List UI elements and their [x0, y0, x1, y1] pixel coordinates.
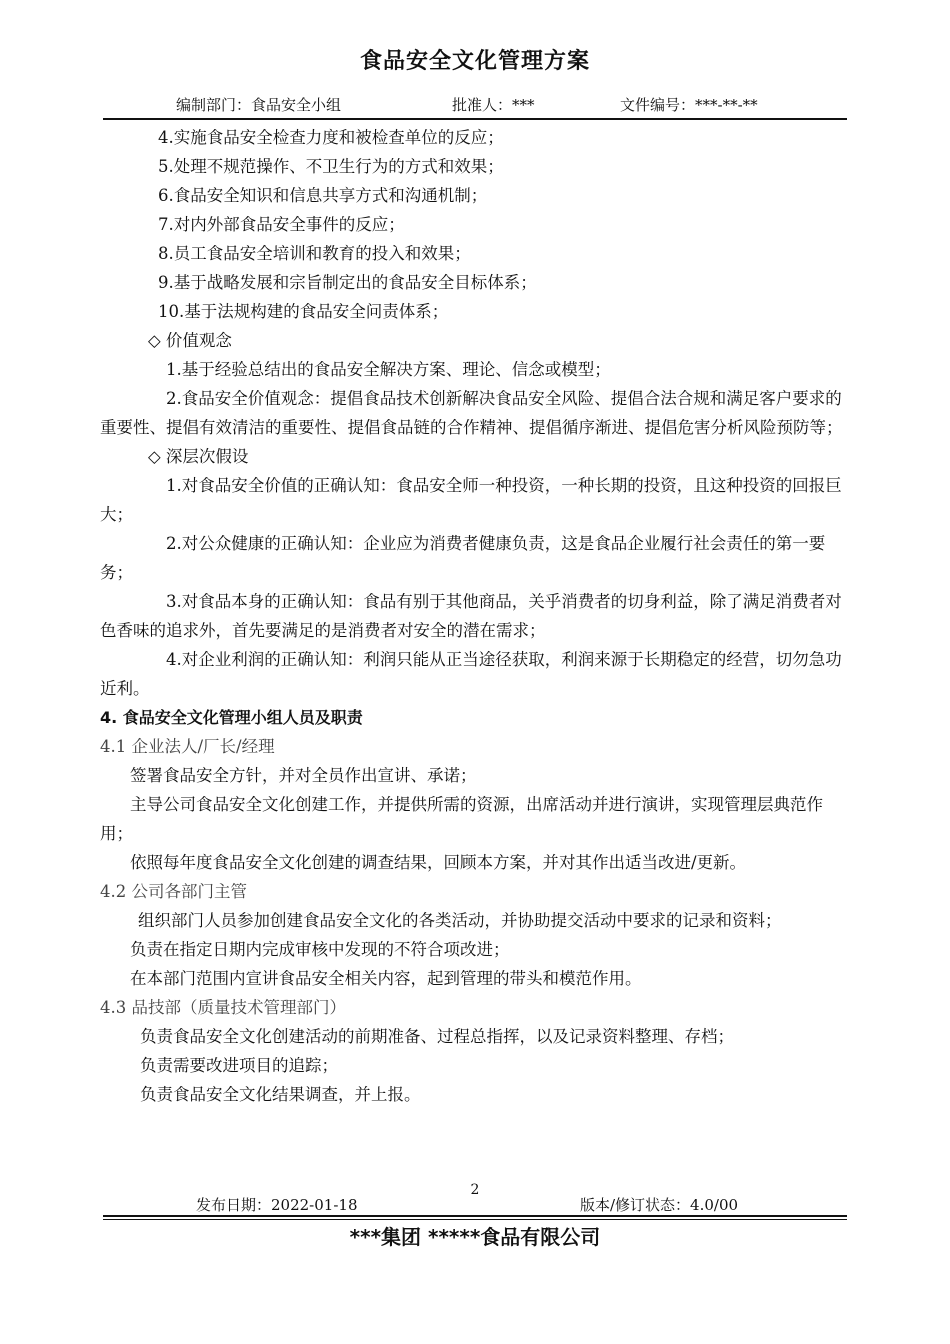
paragraph: 1.对食品安全价值的正确认知：食品安全师一种投资，一种长期的投资，且这种投资的回报巨大；	[100, 476, 842, 524]
paragraph: 2.对公众健康的正确认知：企业应为消费者健康负责，这是食品企业履行社会责任的第一要务；	[100, 534, 826, 582]
paragraph: 主导公司食品安全文化创建工作，并提供所需的资源，出席活动并进行演讲，实现管理层典范作用；	[100, 795, 823, 843]
paragraph: 负责需要改进项目的追踪；	[140, 1056, 338, 1075]
paragraph: 负责在指定日期内完成审核中发现的不符合项改进；	[130, 940, 510, 959]
page-number: 2	[470, 1182, 480, 1198]
paragraph: 2.食品安全价值观念：提倡食品技术创新解决食品安全风险、提倡合法合规和满足客户要求的重要性、提倡有效清洁的重要性、提倡食品链的合作精神、提倡循序渐进、提倡危害分析风险预防等；	[100, 389, 843, 437]
header-dept: 编制部门：食品安全小组	[176, 96, 342, 114]
paragraph: 4.对企业利润的正确认知：利润只能从正当途径获取，利润来源于长期稳定的经营，切勿急功近利。	[100, 650, 842, 698]
header-approver: 批准人：***	[452, 96, 535, 114]
paragraph: 签署食品安全方针，并对全员作出宣讲、承诺；	[130, 766, 477, 785]
footer-version: 版本/修订状态：4.0/00	[580, 1196, 739, 1214]
paragraph: 依照每年度食品安全文化创建的调查结果，回顾本方案，并对其作出适当改进/更新。	[130, 853, 747, 872]
paragraph: 在本部门范围内宣讲食品安全相关内容，起到管理的带头和模范作用。	[130, 969, 642, 988]
subsection-heading: 4.1 企业法人/厂长/经理	[100, 737, 275, 756]
chapter-heading: 4. 食品安全文化管理小组人员及职责	[100, 708, 363, 727]
footer-rule-thick	[103, 1215, 847, 1217]
paragraph: 负责食品安全文化结果调查，并上报。	[140, 1085, 421, 1104]
paragraph: 1.基于经验总结出的食品安全解决方案、理论、信念或模型；	[166, 360, 611, 379]
company-name: ***集团 *****食品有限公司	[349, 1225, 601, 1249]
paragraph: 组织部门人员参加创建食品安全文化的各类活动，并协助提交活动中要求的记录和资料；	[138, 911, 782, 930]
footer-rule-thin	[103, 1219, 847, 1220]
section-heading: ◇ 价值观念	[148, 331, 232, 350]
paragraph: 9.基于战略发展和宗旨制定出的食品安全目标体系；	[158, 273, 537, 292]
paragraph: 6.食品安全知识和信息共享方式和沟通机制；	[158, 186, 488, 205]
section-heading: ◇ 深层次假设	[148, 447, 249, 466]
subsection-heading: 4.3 品技部（质量技术管理部门）	[100, 998, 346, 1017]
header-rule	[103, 118, 847, 120]
paragraph: 8.员工食品安全培训和教育的投入和效果；	[158, 244, 471, 263]
document-title: 食品安全文化管理方案	[359, 49, 590, 74]
paragraph: 负责食品安全文化创建活动的前期准备、过程总指挥，以及记录资料整理、存档；	[140, 1027, 734, 1046]
header-doc-no: 文件编号：***-**-**	[620, 96, 758, 114]
paragraph: 5.处理不规范操作、不卫生行为的方式和效果；	[158, 157, 504, 176]
paragraph: 10.基于法规构建的食品安全问责体系；	[158, 302, 449, 321]
paragraph: 7.对内外部食品安全事件的反应；	[158, 215, 405, 234]
footer-date: 发布日期：2022-01-18	[196, 1196, 358, 1214]
paragraph: 4.实施食品安全检查力度和被检查单位的反应；	[158, 128, 504, 147]
document-body	[100, 123, 848, 1109]
paragraph: 3.对食品本身的正确认知：食品有别于其他商品，关乎消费者的切身利益，除了满足消费者对色香味的追求外，首先要满足的是消费者对安全的潜在需求；	[100, 592, 842, 640]
subsection-heading: 4.2 公司各部门主管	[100, 882, 247, 901]
